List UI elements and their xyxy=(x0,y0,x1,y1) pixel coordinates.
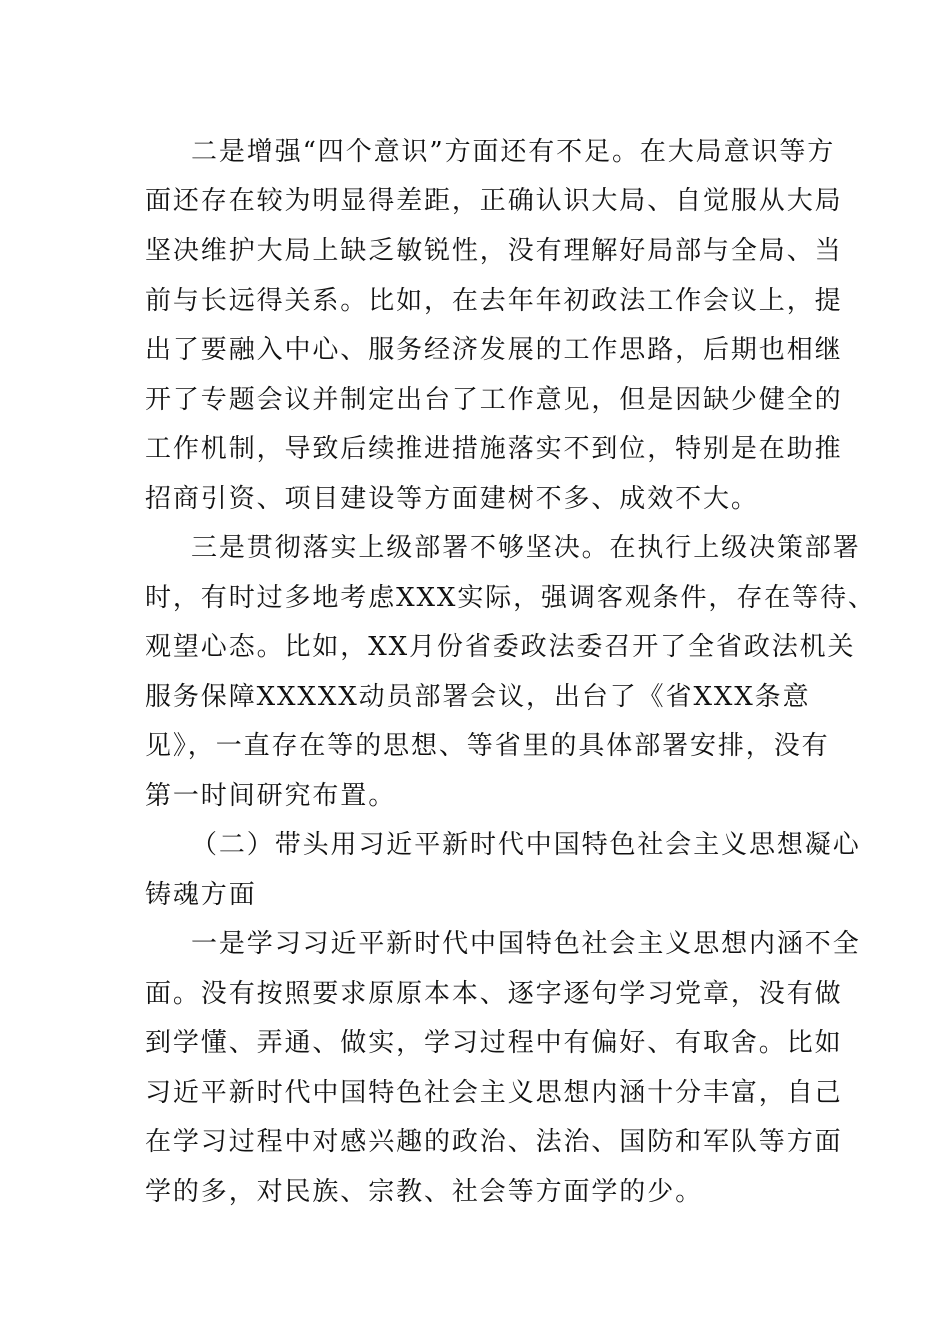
paragraph-2-line-3: 观望心态。比如，XX月份省委政法委召开了全省政法机关 xyxy=(145,632,856,662)
paragraph-2-line-2: 时，有时过多地考虑XXX实际，强调客观条件，存在等待、 xyxy=(145,583,876,613)
paragraph-1-line-4: 前与长远得关系。比如，在去年年初政法工作会议上，提 xyxy=(145,286,843,316)
paragraph-2-line-4: 服务保障XXXXX动员部署会议，出台了《省XXX条意 xyxy=(145,682,811,712)
paragraph-1-line-3: 坚决维护大局上缺乏敏锐性，没有理解好局部与全局、当 xyxy=(145,236,843,266)
paragraph-3-line-5: 在学习过程中对感兴趣的政治、法治、国防和军队等方面 xyxy=(145,1127,843,1157)
paragraph-3-line-3: 到学懂、弄通、做实，学习过程中有偏好、有取舍。比如 xyxy=(145,1028,843,1058)
paragraph-1-line-7: 工作机制，导致后续推进措施落实不到位，特别是在助推 xyxy=(145,434,843,464)
paragraph-3-line-1: 一是学习习近平新时代中国特色社会主义思想内涵不全 xyxy=(191,929,861,959)
paragraph-1-line-1: 二是增强“四个意识”方面还有不足。在大局意识等方 xyxy=(191,137,836,167)
paragraph-3-line-6: 学的多，对民族、宗教、社会等方面学的少。 xyxy=(145,1177,704,1207)
section-heading-line-1: （二）带头用习近平新时代中国特色社会主义思想凝心 xyxy=(191,830,861,860)
paragraph-3-line-4: 习近平新时代中国特色社会主义思想内涵十分丰富，自己 xyxy=(145,1078,843,1108)
paragraph-3-line-2: 面。没有按照要求原原本本、逐字逐句学习党章，没有做 xyxy=(145,979,843,1009)
paragraph-1-line-6: 开了专题会议并制定出台了工作意见，但是因缺少健全的 xyxy=(145,385,843,415)
paragraph-2-line-1: 三是贯彻落实上级部署不够坚决。在执行上级决策部署 xyxy=(191,533,861,563)
paragraph-2-line-5: 见》，一直存在等的思想、等省里的具体部署安排，没有 xyxy=(145,731,830,761)
paragraph-2-line-6: 第一时间研究布置。 xyxy=(145,781,397,811)
section-heading-line-2: 铸魂方面 xyxy=(145,880,257,910)
paragraph-1-line-8: 招商引资、项目建设等方面建树不多、成效不大。 xyxy=(145,484,759,514)
paragraph-1-line-5: 出了要融入中心、服务经济发展的工作思路，后期也相继 xyxy=(145,335,843,365)
paragraph-1-line-2: 面还存在较为明显得差距，正确认识大局、自觉服从大局 xyxy=(145,186,843,216)
